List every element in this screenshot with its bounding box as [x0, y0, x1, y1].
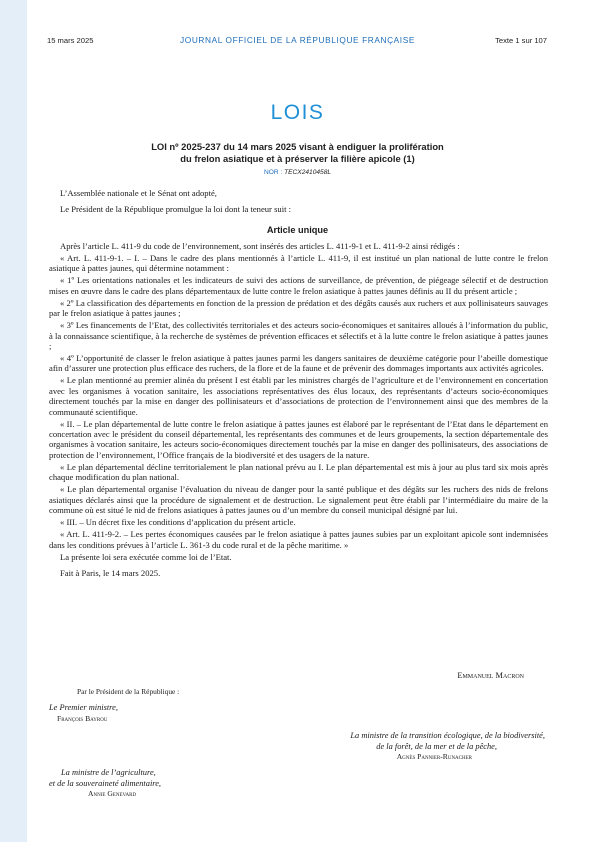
intro-block [49, 188, 548, 216]
article-paragraph: « Le plan départemental organise l’évaluation du niveau de danger pour la santé publique et des dégâts sur les ruchers des nids de frelons asiatiques déclarés ainsi que la procédure de signalement et de destruction. Le signalement peut être établi par l’intermédiaire du maire de la commune où est situé le nid de frelons asiatiques à pattes jaunes ou d’un membre du conseil municipal désigné par lui. [49, 484, 548, 516]
journal-title: JOURNAL OFFICIEL DE LA RÉPUBLIQUE FRANÇAISE [180, 35, 415, 45]
president-signature: Emmanuel Macron [457, 671, 524, 680]
text-number: Texte 1 sur 107 [495, 36, 547, 45]
article-paragraph: « Le plan départemental décline territorialement le plan national prévu au I. Le plan départemental est mis à jour au plus tard six mois après chaque modification du plan national. [49, 461, 548, 483]
intro-paragraph: Le Président de la République promulgue la loi dont la teneur suit : [60, 204, 292, 215]
nor-label: NOR : [263, 169, 283, 176]
agri-minister-title-2: et de la souveraineté alimentaire, [49, 778, 162, 788]
article-paragraph: Après l’article L. 411-9 du code de l’environnement, sont insérés des articles L. 411-9-1 et L. 411-9-2 ainsi rédigés : [60, 241, 460, 251]
intro-paragraph: L’Assemblée nationale et le Sénat ont adopté, [60, 188, 217, 198]
header-date: 15 mars 2025 [47, 36, 94, 45]
page-margin-bar [0, 0, 27, 842]
article-paragraph: « III. – Un décret fixe les conditions d’application du présent article. [60, 517, 296, 528]
article-paragraph: « Art. L. 411-9-2. – Les pertes économiques causées par le frelon asiatique à pattes jaunes subies par un exploitant apicole sont indemnisées dans les conditions prévues à l’article L. 361-3 du code rural et de la pêche maritime. » [49, 529, 548, 550]
agri-minister-title-1: La ministre de l’agriculture, [61, 768, 156, 777]
eco-minister-title-2: de la forêt, de la mer et de la pêche, [376, 741, 497, 751]
law-title-line-1: LOI nº 2025-237 du 14 mars 2025 visant à endiguer la prolifération [151, 141, 444, 152]
pm-signature-block [49, 703, 118, 724]
article-heading: Article unique [266, 225, 329, 235]
article-body [49, 241, 548, 580]
section-title: LOIS [270, 101, 325, 124]
article-paragraph: « 2º La classification des départements en fonction de la pression de prédation et des dégâts causés aux ruchers et aux pollinisateurs sauvages par le frelon asiatique à pattes jaunes ; [49, 297, 548, 319]
pm-name: François Bayrou [57, 713, 108, 723]
eco-minister-name: Agnès Pannier-Runacher [396, 752, 472, 761]
agriculture-minister-signature-block [49, 768, 161, 800]
article-paragraph: « 1º Les orientations nationales et les indicateurs de suivi des actions de surveillance, de prévention, de piégeage sélectif et de destruction mises en œuvre dans le cadre des plans départementaux de lutte contre le frelon asiatique à pattes jaunes définis au II du présent article ; [49, 275, 548, 296]
ecology-minister-signature-block [245, 731, 545, 763]
article-paragraph: La présente loi sera exécutée comme loi de l’Etat. [60, 551, 232, 562]
law-title [0, 141, 595, 164]
article-paragraph: « 3º Les financements de l’Etat, des collectivités territoriales et des acteurs socio-économiques et sanitaires alloués à l’information du public, à la connaissance scientifique, à la recherche de systèmes de prévention efficaces et sélectifs et à la lutte contre le frelon asiatique à pattes jaunes ; [49, 320, 548, 352]
law-title-line-2: du frelon asiatique et à préserver la filière apicole (1) [180, 152, 415, 164]
article-paragraph: « 4º L’opportunité de classer le frelon asiatique à pattes jaunes parmi les dangers sanitaires de deuxième catégorie pour l’abeille domestique afin d’assurer une protection plus efficace des ruchers, de la flore et de la faune et de prévenir des dommages importants aux activités agricoles. [49, 353, 548, 374]
agri-minister-name: Annie Genevard [88, 789, 137, 798]
article-paragraph: « II. – Le plan départemental de lutte contre le frelon asiatique à pattes jaunes est élaboré par le représentant de l’Etat dans le département en concertation avec le président du conseil départemental, les représentants des communes et de leurs groupements, la section départementale des organismes à vocation sanitaire, les acteurs socio-économiques directement touchés par la mise en danger des pollinisateurs, des associations de protection de l’environnement, l’Office français de la biodiversité et des usagers de la nature. [49, 418, 548, 460]
pm-title: Le Premier ministre, [49, 703, 118, 712]
done-at: Fait à Paris, le 14 mars 2025. [60, 568, 161, 579]
eco-minister-title-1: La ministre de la transition écologique, de la biodiversité, [350, 731, 545, 740]
article-paragraph: « Art. L. 411-9-1. – I. – Dans le cadre des plans mentionnés à l’article L. 411-9, il est institué un plan national de lutte contre le frelon asiatique à pattes jaunes, qui détermine notamment : [49, 253, 548, 274]
nor-reference [0, 169, 595, 176]
article-paragraph: « Le plan mentionné au premier alinéa du présent I est établi par les ministres chargés de l’agriculture et de l’environnement en concertation avec les organismes à vocation sanitaire, les associations représentatives des élus locaux, des représentants d’acteurs socio-économiques directement touchés par la mise en danger des pollinisateurs et d’associations de protection de l’environnement ainsi que des membres de la communauté scientifique. [49, 375, 548, 417]
by-president: Par le Président de la République : [77, 687, 180, 696]
nor-value: TECX2410458L [284, 169, 332, 176]
